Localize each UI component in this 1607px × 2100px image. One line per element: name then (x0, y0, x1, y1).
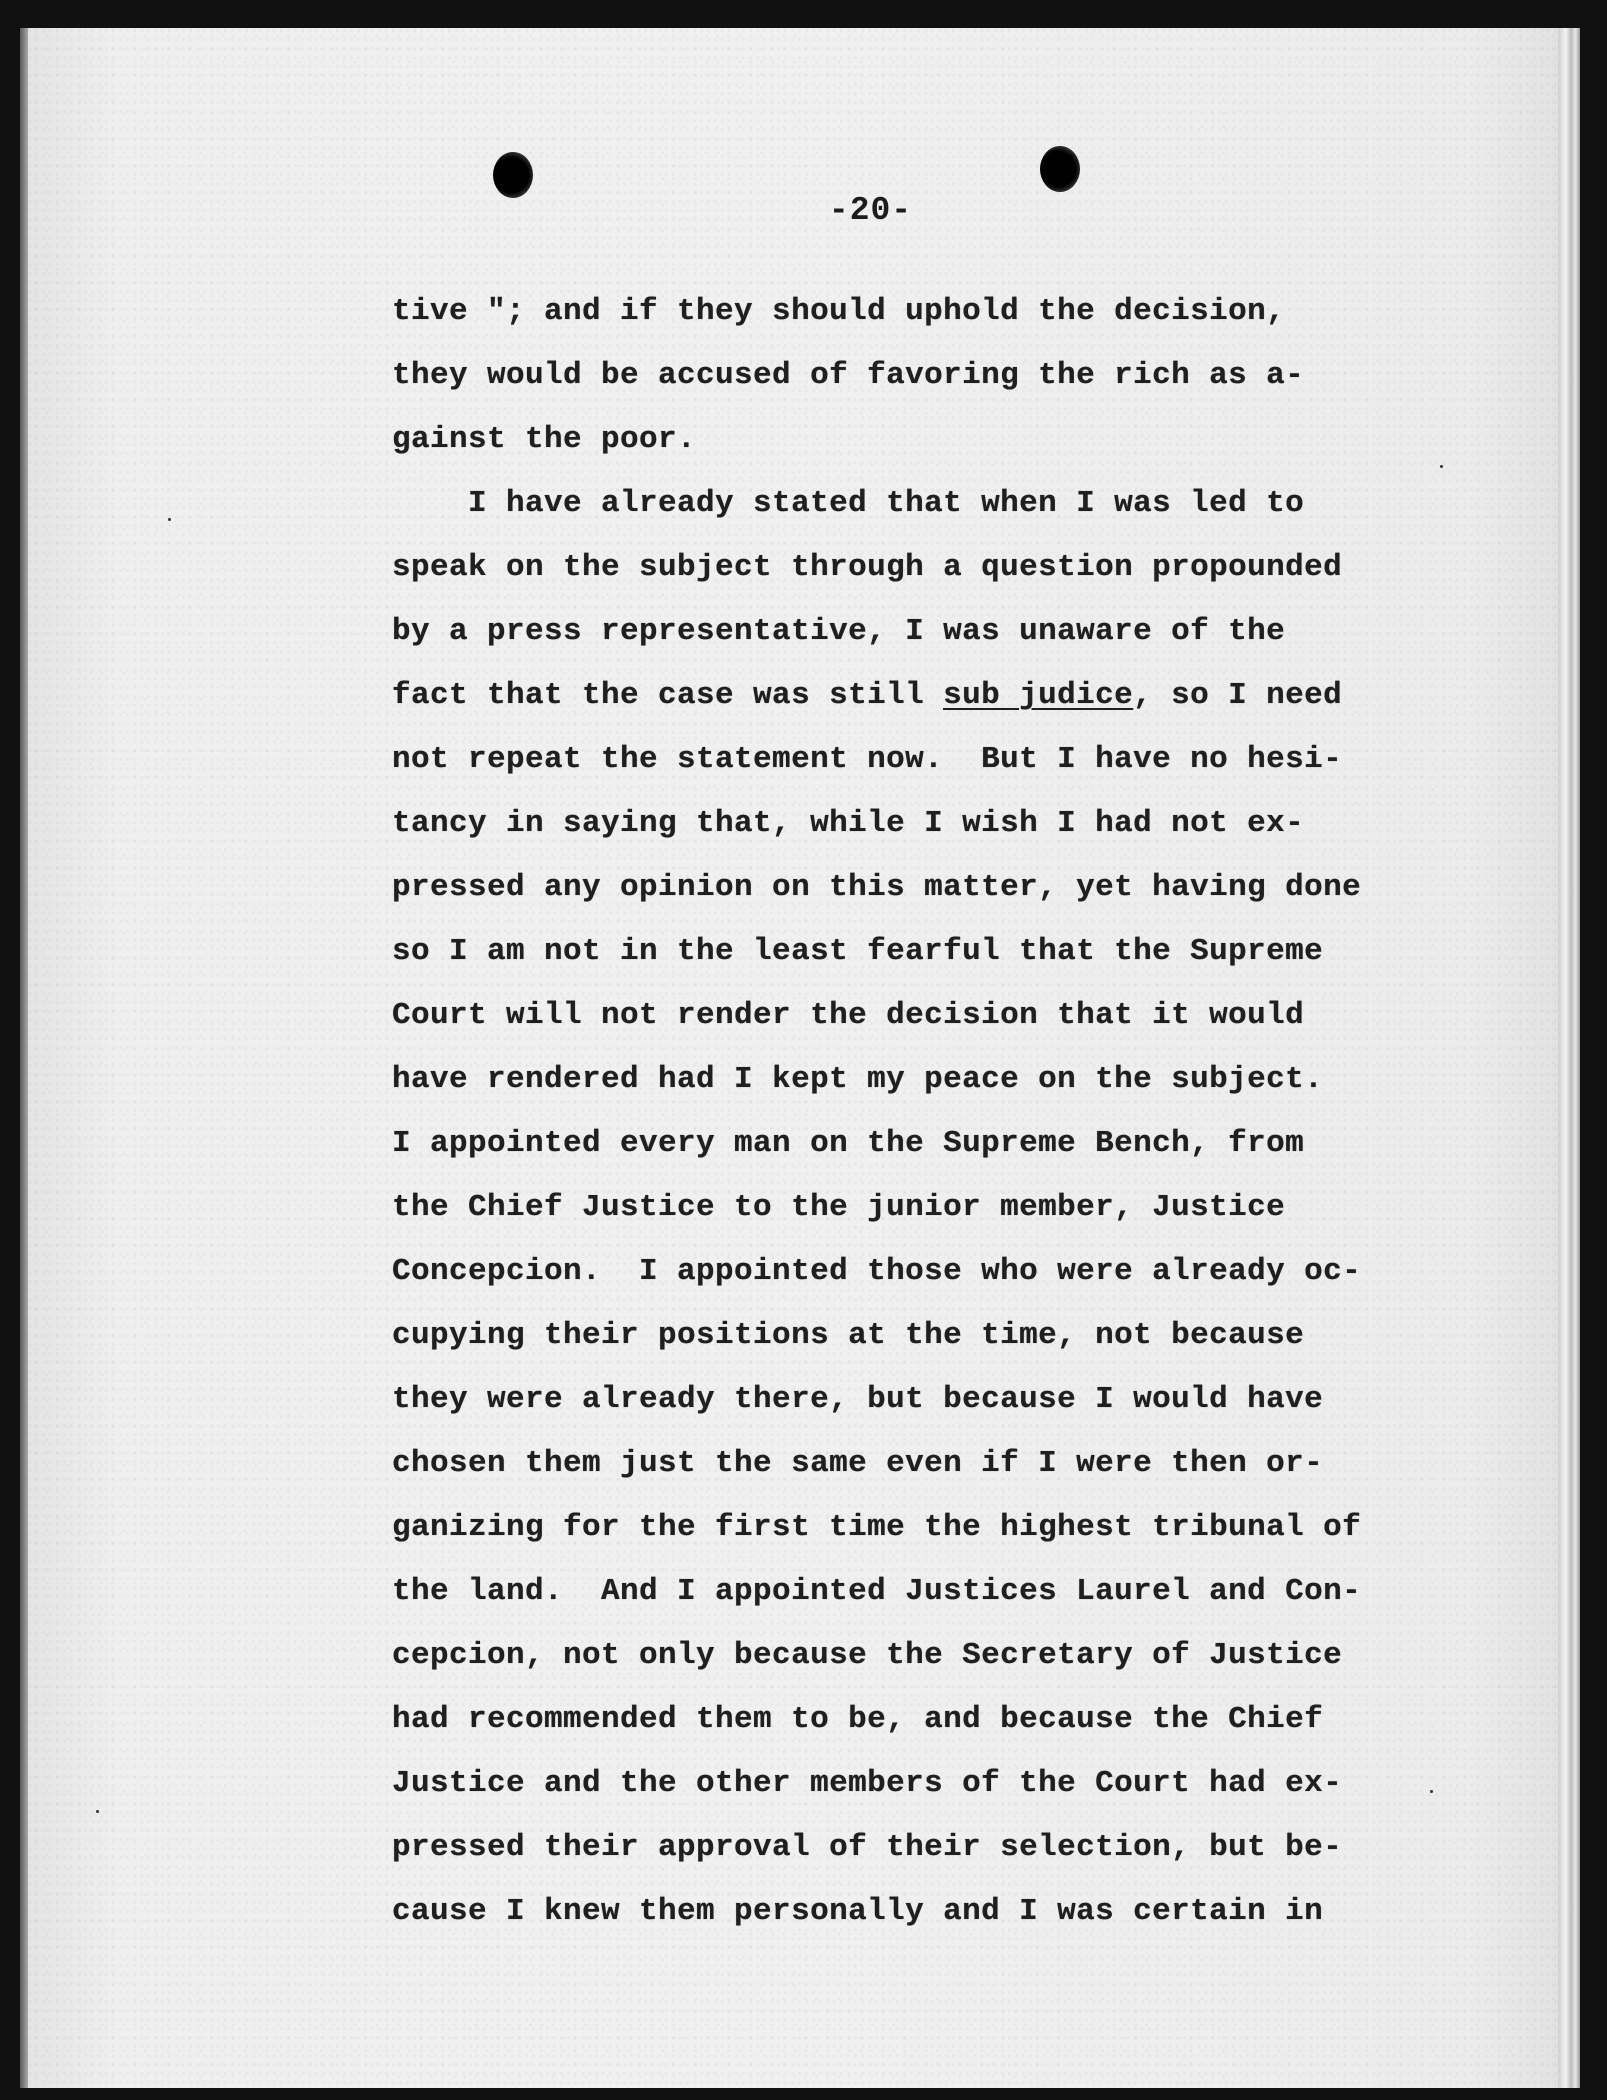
text-line: by a press representative, I was unaware of the (392, 614, 1286, 649)
text-line: so I am not in the least fearful that the Supreme (392, 934, 1324, 969)
text-line: cepcion, not only because the Secretary of Justice (392, 1638, 1343, 1673)
text-line: pressed any opinion on this matter, yet having done (392, 870, 1362, 905)
text-line: ganizing for the first time the highest tribunal of (392, 1510, 1362, 1545)
text-line: Justice and the other members of the Court had ex- (392, 1766, 1343, 1801)
page-number: -20- (828, 192, 913, 229)
stacked-page-edges (1558, 28, 1580, 2088)
text-line: cupying their positions at the time, not because (392, 1318, 1305, 1353)
text-line: the land. And I appointed Justices Laurel and Con- (392, 1574, 1362, 1609)
text-line: have rendered had I kept my peace on the subject. (392, 1062, 1324, 1097)
body-text (392, 280, 1452, 1944)
text-line: not repeat the statement now. But I have no hesi- (392, 742, 1343, 777)
text-line: cause I knew them personally and I was certain in (392, 1894, 1324, 1929)
punch-hole-right-icon (1040, 146, 1080, 192)
text-line: they would be accused of favoring the rich as a- (392, 358, 1305, 393)
text-fragment: , so I need (1133, 678, 1343, 713)
text-line: they were already there, but because I would have (392, 1382, 1324, 1417)
dust-speck (168, 518, 171, 521)
text-line: had recommended them to be, and because the Chief (392, 1702, 1324, 1737)
text-line: Court will not render the decision that it would (392, 998, 1305, 1033)
underlined-latin-term: sub judice (943, 678, 1134, 713)
dust-speck (96, 1810, 99, 1813)
text-line: tancy in saying that, while I wish I had not ex- (392, 806, 1305, 841)
text-line: gainst the poor. (392, 422, 697, 457)
text-line-with-underline (392, 664, 1452, 728)
text-line: the Chief Justice to the junior member, Justice (392, 1190, 1286, 1225)
text-line: Concepcion. I appointed those who were already oc- (392, 1254, 1362, 1289)
text-line: tive "; and if they should uphold the decision, (392, 294, 1286, 329)
text-line: pressed their approval of their selection, but be- (392, 1830, 1343, 1865)
text-line: chosen them just the same even if I were then or- (392, 1446, 1324, 1481)
text-line: I have already stated that when I was led to (392, 486, 1305, 521)
text-line: speak on the subject through a question propounded (392, 550, 1343, 585)
text-fragment: fact that the case was still (392, 678, 944, 713)
text-line: I appointed every man on the Supreme Bench, from (392, 1126, 1305, 1161)
